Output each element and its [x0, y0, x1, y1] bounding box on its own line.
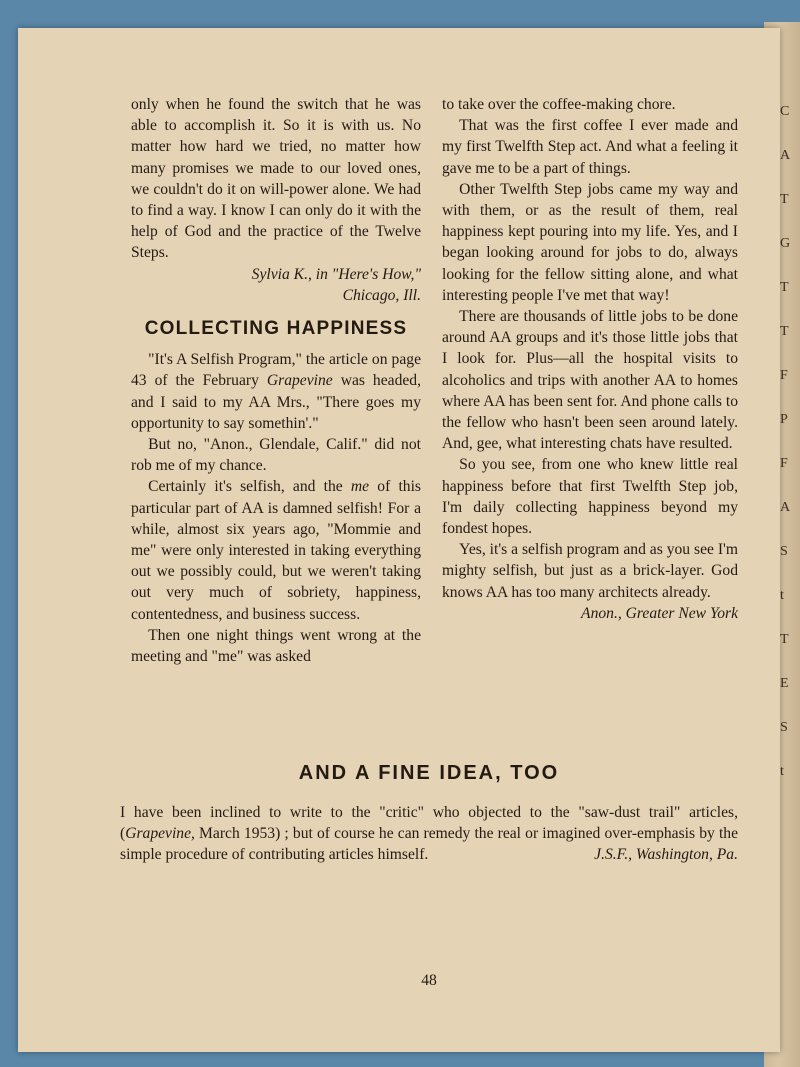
fine-idea-body: I have been inclined to write to the "critic" who objected to the "saw-dust trail" articles, (Grapevine, March 1953) ; but of course he can remedy the real or imagined over-emphasis by the simple procedure of contributing articles himself. [120, 804, 738, 863]
article-paragraph-6: That was the first coffee I ever made and my first Twelfth Step act. And what a feeling it gave me to be a part of things. [442, 117, 738, 177]
edge-letter: C [780, 104, 790, 119]
edge-letter: T [780, 324, 789, 339]
article-paragraph-2: But no, "Anon., Glendale, Calif." did not rob me of my chance. [131, 436, 421, 475]
fine-idea-signature: J.S.F., Washington, Pa. [594, 846, 738, 863]
edge-letter: S [780, 720, 788, 735]
edge-letter: P [780, 412, 788, 427]
left-column [131, 94, 421, 667]
right-column [442, 94, 738, 624]
intro-signature-line1: Sylvia K., in "Here's How," [251, 265, 421, 283]
article-paragraph-10: Yes, it's a selfish program and as you see I'm mighty selfish, but just as a brick-layer. God knows AA has too many architects already. [442, 541, 738, 601]
magazine-page [18, 28, 780, 1052]
edge-letter: F [780, 368, 788, 383]
article-heading: COLLECTING HAPPINESS [144, 318, 408, 340]
article-paragraph-3: Certainly it's selfish, and the me of this particular part of AA is damned selfish! For a while, almost six years ago, "Mommie and me" were only interested in taking everything out we possibly could, but we weren't taking out very much of sobriety, happiness, contentedness, and business success. [131, 478, 421, 623]
edge-letter: A [780, 148, 791, 163]
edge-letter: t [780, 764, 784, 779]
edge-letter: G [780, 236, 791, 251]
article-paragraph-8: There are thousands of little jobs to be done around AA groups and it's those little jobs that I look for. Plus—all the hospital visits to alcoholics and trips with another AA to homes where AA has been sent for. And phone calls to the fellow who hasn't been seen around lately. And, gee, what interesting chats have resulted. [442, 308, 738, 453]
page-number: 48 [421, 972, 437, 989]
article-signature: Anon., Greater New York [581, 604, 738, 622]
article-paragraph-1: "It's A Selfish Program," the article on page 43 of the February Grapevine was headed, and I said to my AA Mrs., "There goes my opportunity to say somethin'." [131, 351, 421, 432]
edge-letter: S [780, 544, 788, 559]
intro-signature-line2: Chicago, Ill. [342, 286, 421, 304]
fine-idea-heading: AND A FINE IDEA, TOO [298, 762, 560, 784]
fine-idea-section [120, 763, 738, 865]
intro-paragraph: only when he found the switch that he was able to accomplish it. So it is with us. No matter how hard we tried, no matter how many promises we made to our loved ones, we couldn't do it on will-power alone. We had to find a way. I know I can only do it with the help of God and the practice of the Twelve Steps. [131, 96, 421, 262]
edge-letter: T [780, 632, 789, 647]
article-paragraph-5: to take over the coffee-making chore. [442, 96, 676, 113]
edge-letter: E [780, 676, 789, 691]
article-paragraph-7: Other Twelfth Step jobs came my way and with them, or as the result of them, real happiness kept pouring into my life. Yes, and I began looking around for jobs to do, always looking for the fellow sitting alone, and what interesting people I've met that way! [442, 180, 738, 304]
edge-letter: T [780, 280, 789, 295]
edge-letter: T [780, 192, 789, 207]
article-paragraph-4: Then one night things went wrong at the meeting and "me" was asked [131, 626, 421, 666]
article-paragraph-9: So you see, from one who knew little real happiness before that first Twelfth Step job, I'm daily collecting happiness beyond my fondest hopes. [442, 456, 738, 538]
edge-letter: t [780, 588, 784, 603]
adjacent-page-letters [780, 90, 800, 794]
edge-letter: F [780, 456, 788, 471]
edge-letter: A [780, 500, 791, 515]
